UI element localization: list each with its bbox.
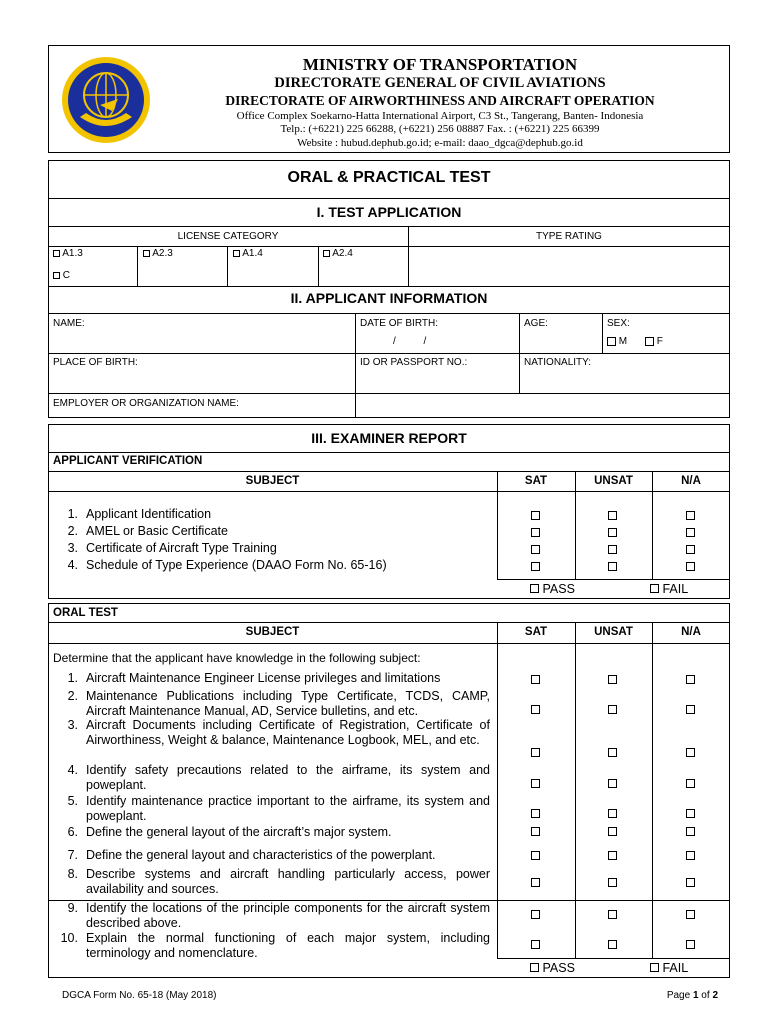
oral-sat-checkbox[interactable] xyxy=(531,748,540,757)
pass-label: PASS xyxy=(542,961,575,975)
oral-sat-checkbox[interactable] xyxy=(531,705,540,714)
item-number: 5. xyxy=(67,794,78,808)
checkbox[interactable] xyxy=(650,963,659,972)
oral-sat-checkbox[interactable] xyxy=(531,910,540,919)
verification-unsat-checkbox[interactable] xyxy=(608,545,617,554)
oral-col-na: N/A xyxy=(681,626,701,638)
oral-na-checkbox[interactable] xyxy=(686,878,695,887)
verification-fail-option[interactable] xyxy=(650,582,688,596)
oral-unsat-checkbox[interactable] xyxy=(608,878,617,887)
item-text: Aircraft Maintenance Engineer License privileges and limitations xyxy=(86,671,441,685)
section-applicant-info-title: II. APPLICANT INFORMATION xyxy=(290,290,488,306)
item-text: Aircraft Documents including Certificate of Registration, Certificate of Airworthiness, Weight & balance, Maintenance Logbook, MEL, and etc. xyxy=(86,718,490,747)
verification-sat-checkbox[interactable] xyxy=(531,545,540,554)
item-number: 7. xyxy=(67,848,78,862)
item-text: Certificate of Aircraft Type Training xyxy=(86,541,277,555)
category-a2-4[interactable] xyxy=(323,248,353,259)
fail-label: FAIL xyxy=(662,582,689,596)
page-total: 2 xyxy=(712,990,718,1001)
verification-sat-checkbox[interactable] xyxy=(531,528,540,537)
checkbox[interactable] xyxy=(645,337,654,346)
category-label: A1.4 xyxy=(242,248,263,259)
checkbox[interactable] xyxy=(143,250,150,257)
item-number: 3. xyxy=(67,541,78,555)
oral-sat-checkbox[interactable] xyxy=(531,779,540,788)
oral-fail-option[interactable] xyxy=(650,961,688,975)
fail-label: FAIL xyxy=(662,961,689,975)
verification-col-na: N/A xyxy=(681,475,701,487)
category-label: A2.4 xyxy=(332,248,353,259)
oral-col-unsat: UNSAT xyxy=(594,626,633,638)
sex-male-option[interactable] xyxy=(607,336,627,347)
section-test-application-title: I. TEST APPLICATION xyxy=(316,204,462,220)
verification-sat-checkbox[interactable] xyxy=(531,562,540,571)
oral-na-checkbox[interactable] xyxy=(686,827,695,836)
item-text: Explain the normal functioning of each major system, including terminology and nomenclature. xyxy=(86,931,490,960)
verification-unsat-checkbox[interactable] xyxy=(608,528,617,537)
ministry-name: MINISTRY OF TRANSPORTATION xyxy=(302,55,578,74)
item-text: AMEL or Basic Certificate xyxy=(86,524,228,538)
office-phone: Telp.: (+6221) 225 66288, (+6221) 256 08887 Fax. : (+6221) 225 66399 xyxy=(280,123,600,135)
oral-na-checkbox[interactable] xyxy=(686,910,695,919)
verification-sat-checkbox[interactable] xyxy=(531,511,540,520)
oral-unsat-checkbox[interactable] xyxy=(608,910,617,919)
oral-sat-checkbox[interactable] xyxy=(531,851,540,860)
oral-unsat-checkbox[interactable] xyxy=(608,675,617,684)
employer-label: EMPLOYER OR ORGANIZATION NAME: xyxy=(53,398,239,409)
item-text: Maintenance Publications including Type Certificate, TCDS, CAMP, Aircraft Maintenance Manual, AD, Service bulletins, and etc. xyxy=(86,689,490,718)
oral-na-checkbox[interactable] xyxy=(686,851,695,860)
item-text: Define the general layout and characteristics of the powerplant. xyxy=(86,848,436,862)
item-number: 10. xyxy=(60,931,78,945)
oral-sat-checkbox[interactable] xyxy=(531,878,540,887)
oral-sat-checkbox[interactable] xyxy=(531,940,540,949)
item-text: Applicant Identification xyxy=(86,507,212,521)
item-number: 4. xyxy=(67,763,78,777)
sex-male-label: M xyxy=(618,336,628,347)
item-text: Identify safety precautions related to the airframe, its system and poweplant. xyxy=(86,763,490,792)
oral-test-label: ORAL TEST xyxy=(53,607,118,619)
dob-label: DATE OF BIRTH: xyxy=(360,318,438,329)
item-number: 9. xyxy=(67,901,78,915)
checkbox[interactable] xyxy=(530,963,539,972)
pass-label: PASS xyxy=(542,582,575,596)
category-c[interactable] xyxy=(53,270,70,281)
oral-na-checkbox[interactable] xyxy=(686,675,695,684)
oral-sat-checkbox[interactable] xyxy=(531,827,540,836)
item-number: 6. xyxy=(67,825,78,839)
checkbox[interactable] xyxy=(323,250,330,257)
item-text: Describe systems and aircraft handling particularly access, power availability and sources. xyxy=(86,867,490,896)
verification-col-unsat: UNSAT xyxy=(594,475,633,487)
oral-sat-checkbox[interactable] xyxy=(531,809,540,818)
id-passport-label: ID OR PASSPORT NO.: xyxy=(360,357,468,368)
checkbox[interactable] xyxy=(233,250,240,257)
verification-pass-option[interactable] xyxy=(530,582,575,596)
age-label: AGE: xyxy=(524,318,548,329)
office-website: Website : hubud.dephub.go.id; e-mail: daao_dgca@dephub.go.id xyxy=(297,137,583,149)
item-text: Identify the locations of the principle components for the aircraft system described above. xyxy=(86,901,490,930)
checkbox[interactable] xyxy=(530,584,539,593)
oral-col-subject: SUBJECT xyxy=(245,626,300,638)
verification-na-checkbox[interactable] xyxy=(686,545,695,554)
checkbox[interactable] xyxy=(53,250,60,257)
verification-col-subject: SUBJECT xyxy=(245,475,300,487)
sex-label: SEX: xyxy=(607,318,630,329)
oral-na-checkbox[interactable] xyxy=(686,748,695,757)
directorate: DIRECTORATE OF AIRWORTHINESS AND AIRCRAFT OPERATION xyxy=(225,93,655,108)
dob-separators: / / xyxy=(393,336,427,347)
item-number: 4. xyxy=(67,558,78,572)
sex-female-label: F xyxy=(656,336,663,347)
ministry-logo xyxy=(60,55,152,145)
oral-col-sat: SAT xyxy=(524,626,548,638)
checkbox[interactable] xyxy=(53,272,60,279)
oral-unsat-checkbox[interactable] xyxy=(608,705,617,714)
verification-unsat-checkbox[interactable] xyxy=(608,562,617,571)
oral-na-checkbox[interactable] xyxy=(686,809,695,818)
form-number: DGCA Form No. 65-18 (May 2018) xyxy=(62,990,217,1001)
license-category-label: LICENSE CATEGORY xyxy=(177,231,279,242)
page-current: 1 xyxy=(692,990,699,1001)
name-label: NAME: xyxy=(53,318,85,329)
item-number: 8. xyxy=(67,867,78,881)
category-label: A2.3 xyxy=(152,248,173,259)
item-number: 2. xyxy=(67,524,78,538)
category-label: A1.3 xyxy=(62,248,83,259)
page-prefix: Page xyxy=(666,990,693,1001)
item-number: 1. xyxy=(67,507,78,521)
oral-sat-checkbox[interactable] xyxy=(531,675,540,684)
oral-unsat-checkbox[interactable] xyxy=(608,940,617,949)
oral-unsat-checkbox[interactable] xyxy=(608,851,617,860)
directorate-general: DIRECTORATE GENERAL OF CIVIL AVIATIONS xyxy=(274,75,606,91)
sex-female-option[interactable] xyxy=(645,336,663,347)
form-title: ORAL & PRACTICAL TEST xyxy=(287,169,491,186)
item-text: Schedule of Type Experience (DAAO Form No. 65-16) xyxy=(86,558,387,572)
oral-na-checkbox[interactable] xyxy=(686,940,695,949)
oral-unsat-checkbox[interactable] xyxy=(608,779,617,788)
verification-col-sat: SAT xyxy=(524,475,548,487)
verification-na-checkbox[interactable] xyxy=(686,511,695,520)
item-text: Define the general layout of the aircraft’s major system. xyxy=(86,825,392,839)
verification-na-checkbox[interactable] xyxy=(686,562,695,571)
oral-na-checkbox[interactable] xyxy=(686,705,695,714)
checkbox[interactable] xyxy=(607,337,616,346)
page-mid: of xyxy=(698,990,713,1001)
oral-na-checkbox[interactable] xyxy=(686,779,695,788)
item-text: Identify maintenance practice important to the airframe, its system and poweplant. xyxy=(86,794,490,823)
checkbox[interactable] xyxy=(650,584,659,593)
category-label: C xyxy=(62,270,71,281)
pob-label: PLACE OF BIRTH: xyxy=(53,357,138,368)
oral-unsat-checkbox[interactable] xyxy=(608,809,617,818)
nationality-label: NATIONALITY: xyxy=(524,357,592,368)
item-number: 1. xyxy=(67,671,78,685)
applicant-verification-label: APPLICANT VERIFICATION xyxy=(53,455,203,467)
category-a2-3[interactable] xyxy=(143,248,173,259)
oral-pass-option[interactable] xyxy=(530,961,575,975)
page-indicator xyxy=(620,990,718,1001)
verification-na-checkbox[interactable] xyxy=(686,528,695,537)
oral-intro: Determine that the applicant have knowledge in the following subject: xyxy=(53,651,421,665)
item-number: 3. xyxy=(67,718,78,732)
item-number: 2. xyxy=(67,689,78,703)
oral-unsat-checkbox[interactable] xyxy=(608,827,617,836)
verification-unsat-checkbox[interactable] xyxy=(608,511,617,520)
category-a1-3[interactable] xyxy=(53,248,83,259)
office-address: Office Complex Soekarno-Hatta International Airport, C3 St., Tangerang, Banten- Indonesia xyxy=(236,110,644,122)
section-examiner-report-title: III. EXAMINER REPORT xyxy=(311,430,467,446)
oral-unsat-checkbox[interactable] xyxy=(608,748,617,757)
type-rating-label: TYPE RATING xyxy=(536,231,602,242)
category-a1-4[interactable] xyxy=(233,248,263,259)
